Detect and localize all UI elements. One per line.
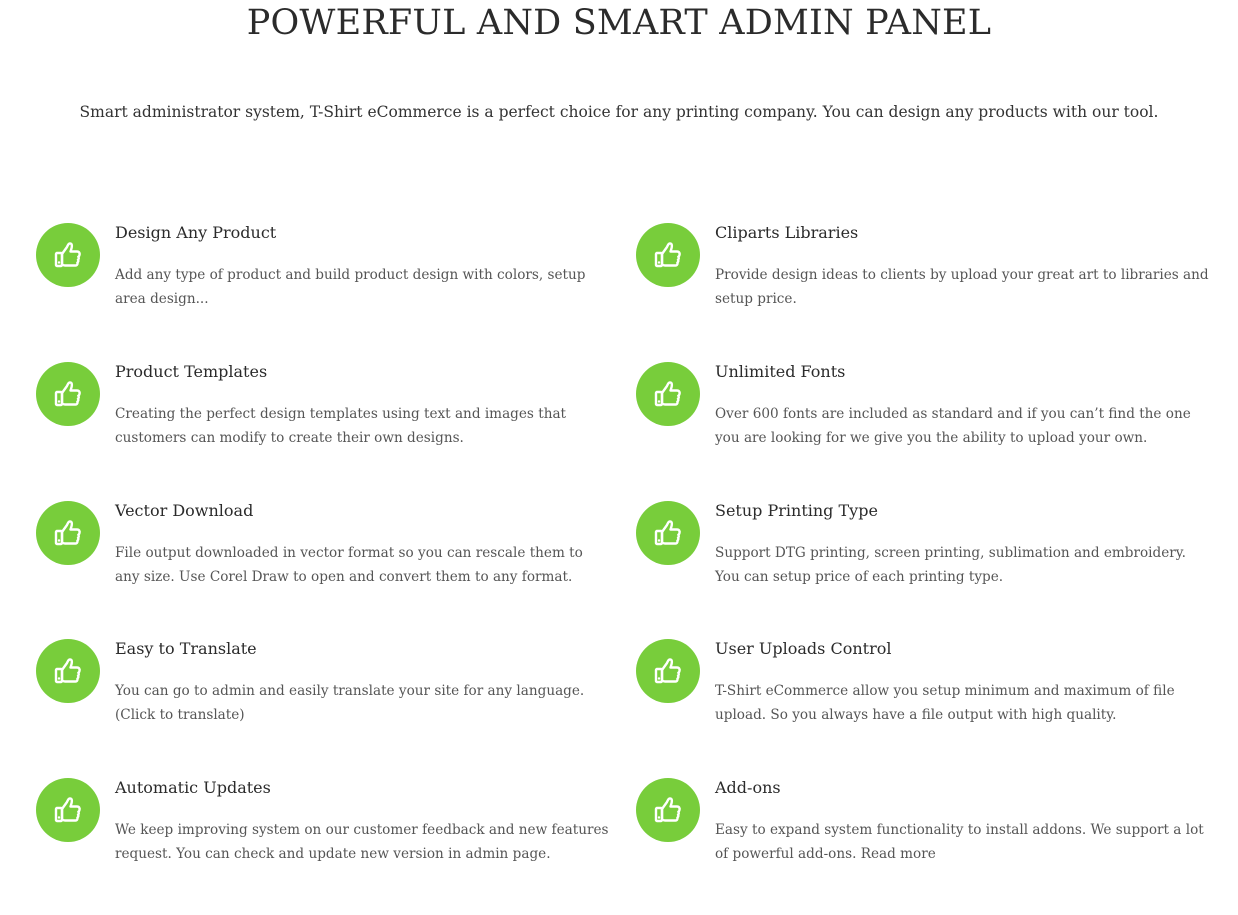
feature-item-automatic-updates xyxy=(36,776,636,915)
thumbs-up-icon xyxy=(36,778,100,842)
feature-item-unlimited-fonts xyxy=(636,360,1216,499)
feature-body xyxy=(715,637,1210,727)
feature-body xyxy=(115,776,610,866)
feature-item-user-uploads-control xyxy=(636,637,1216,776)
feature-body xyxy=(715,360,1210,450)
page-title: POWERFUL AND SMART ADMIN PANEL xyxy=(246,3,992,43)
feature-title: Product Templates xyxy=(115,361,268,381)
thumbs-up-icon xyxy=(636,362,700,426)
feature-description: We keep improving system on our customer feedback and new features request. You can check and update new version in admin page. xyxy=(115,822,609,863)
feature-grid xyxy=(36,221,1216,915)
thumbs-up-icon xyxy=(636,223,700,287)
feature-description[interactable]: Easy to expand system functionality to install addons. We support a lot of powerful add-ons. Read more xyxy=(715,822,1204,863)
feature-description: Provide design ideas to clients by upload your great art to libraries and setup price. xyxy=(715,267,1209,307)
feature-title: User Uploads Control xyxy=(715,639,892,659)
thumbs-up-icon xyxy=(36,639,100,703)
feature-body xyxy=(115,360,610,450)
thumbs-up-icon xyxy=(36,362,100,426)
feature-item-add-ons xyxy=(636,776,1216,915)
feature-title: Unlimited Fonts xyxy=(715,361,846,381)
feature-body xyxy=(115,221,610,311)
feature-body xyxy=(715,221,1210,311)
feature-description: Over 600 fonts are included as standard and if you can’t find the one you are looking for we give you the ability to upload your own. xyxy=(715,405,1191,446)
thumbs-up-icon xyxy=(36,501,100,565)
feature-title: Easy to Translate xyxy=(115,639,257,659)
feature-item-design-any-product xyxy=(36,221,636,360)
intro-text: Smart administrator system, T-Shirt eCommerce is a perfect choice for any printing company. You can design any products with our tool. xyxy=(79,103,1159,121)
feature-title: Vector Download xyxy=(115,500,254,520)
feature-body xyxy=(715,499,1210,589)
feature-item-product-templates xyxy=(36,360,636,499)
feature-item-setup-printing-type xyxy=(636,499,1216,638)
feature-item-cliparts-libraries xyxy=(636,221,1216,360)
feature-title: Setup Printing Type xyxy=(715,500,878,520)
feature-description: Creating the perfect design templates using text and images that customers can modify to create their own designs. xyxy=(115,405,567,446)
thumbs-up-icon xyxy=(636,639,700,703)
feature-title: Automatic Updates xyxy=(115,778,271,798)
thumbs-up-icon xyxy=(636,501,700,565)
thumbs-up-icon xyxy=(36,223,100,287)
feature-body xyxy=(115,637,610,727)
feature-description: File output downloaded in vector format so you can rescale them to any size. Use Corel Draw to open and convert them to any format. xyxy=(115,544,583,585)
feature-description: T-Shirt eCommerce allow you setup minimum and maximum of file upload. So you always have a file output with high quality. xyxy=(715,683,1175,724)
thumbs-up-icon xyxy=(636,778,700,842)
feature-title: Design Any Product xyxy=(115,223,277,242)
feature-body xyxy=(715,776,1210,866)
feature-item-easy-to-translate xyxy=(36,637,636,776)
feature-description: Support DTG printing, screen printing, sublimation and embroidery. You can setup price of each printing type. xyxy=(715,544,1186,585)
feature-body xyxy=(115,499,610,589)
feature-title: Cliparts Libraries xyxy=(715,223,859,242)
feature-item-vector-download xyxy=(36,499,636,638)
feature-description[interactable]: You can go to admin and easily translate your site for any language. (Click to translate) xyxy=(115,683,585,724)
feature-description: Add any type of product and build product design with colors, setup area design... xyxy=(115,267,586,307)
feature-title: Add-ons xyxy=(715,778,781,798)
